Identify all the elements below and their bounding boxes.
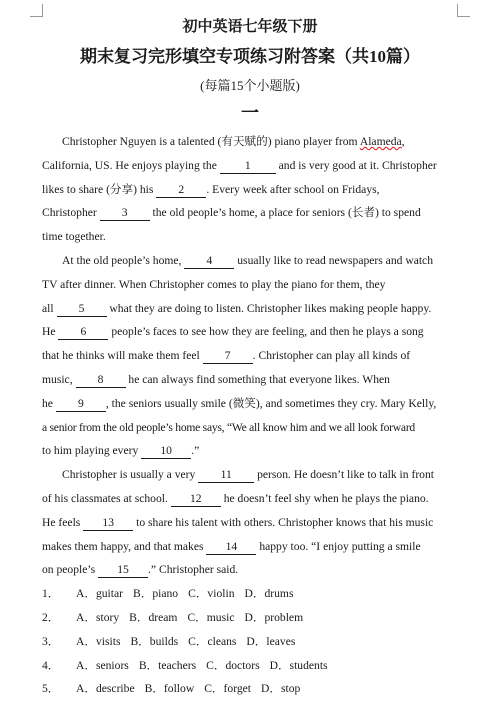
- question-item: 4． A．seniors B．teachers C．doctors D．students: [42, 654, 458, 678]
- grade-subtitle: 初中英语七年级下册: [182, 19, 318, 35]
- option-a: A．seniors: [76, 658, 129, 672]
- passage-line: Christopher Nguyen is a talented (有天赋的) piano player from Alameda,: [62, 135, 405, 148]
- passage-line: TV after dinner. When Christopher comes to play the piano for them, they: [42, 277, 386, 291]
- question-item: 3． A．visits B．builds C．cleans D．leaves: [42, 630, 458, 654]
- option-c: C．forget: [204, 682, 252, 696]
- section-number: 一: [241, 103, 259, 123]
- place-name: Alameda: [359, 135, 402, 148]
- passage-line: that he thinks will make them feel 7 . Christopher can play all kinds of: [42, 349, 411, 363]
- title-note: (每篇15个小题版): [200, 78, 300, 93]
- option-d: D．stop: [261, 682, 301, 696]
- blank-7: 7: [203, 349, 253, 364]
- passage-line: likes to share (分享) his 2 . Every week after school on Fridays,: [42, 182, 380, 196]
- option-a: A．guitar: [76, 587, 124, 601]
- blank-5: 5: [57, 302, 107, 317]
- option-c: C．music: [187, 610, 235, 624]
- passage-line: California, US. He enjoys playing the 1 and is very good at it. Christopher: [42, 158, 437, 172]
- passage-line: a senior from the old people’s home says, “We all know him and we all look forward: [42, 420, 415, 434]
- question-list: [42, 582, 458, 701]
- main-title: 期末复习完形填空专项练习附答案（共10篇）: [80, 47, 420, 66]
- question-item: 2． A．story B．dream C．music D．problem: [42, 606, 458, 630]
- option-d: D．drums: [244, 587, 294, 601]
- document-page: [42, 16, 458, 701]
- option-a: A．story: [76, 610, 120, 624]
- option-b: B．piano: [133, 587, 179, 601]
- passage-line: of his classmates at school. 12 he doesn’t feel shy when he plays the piano.: [42, 491, 429, 505]
- option-b: B．builds: [130, 634, 179, 648]
- passage-line: makes them happy, and that makes 14 happy too. “I enjoy putting a smile: [42, 539, 421, 553]
- passage-line: He 6 people’s faces to see how they are feeling, and then he plays a song: [42, 325, 424, 339]
- passage: [42, 130, 458, 582]
- passage-line: to him playing every 10 .”: [42, 444, 200, 458]
- passage-line: At the old people’s home, 4 usually like to read newspapers and watch: [62, 253, 433, 267]
- option-a: A．describe: [76, 682, 135, 696]
- blank-2: 2: [156, 183, 206, 198]
- blank-1: 1: [220, 159, 276, 174]
- option-d: D．leaves: [246, 634, 296, 648]
- passage-line: He feels 13 to share his talent with others. Christopher knows that his music: [42, 515, 434, 529]
- blank-12: 12: [171, 492, 221, 507]
- blank-15: 15: [98, 563, 148, 578]
- blank-8: 8: [76, 373, 126, 388]
- option-a: A．visits: [76, 634, 121, 648]
- option-b: B．teachers: [138, 658, 197, 672]
- option-c: C．doctors: [206, 658, 260, 672]
- option-c: C．violin: [188, 587, 235, 601]
- passage-line: all 5 what they are doing to listen. Christopher likes making people happy.: [42, 301, 432, 315]
- blank-9: 9: [56, 397, 106, 412]
- blank-13: 13: [83, 516, 133, 531]
- passage-line: music, 8 he can always find something that everyone likes. When: [42, 372, 390, 386]
- passage-line: time together.: [42, 230, 106, 244]
- passage-line: Christopher is usually a very 11 person. He doesn’t like to talk in front: [62, 468, 434, 482]
- passage-line: on people’s 15 .” Christopher said.: [42, 563, 239, 577]
- option-b: B．dream: [129, 610, 178, 624]
- blank-14: 14: [206, 540, 256, 555]
- option-d: D．students: [269, 658, 328, 672]
- page-corner-mark-right: [457, 4, 470, 17]
- question-item: 5． A．describe B．follow C．forget D．stop: [42, 677, 458, 701]
- blank-4: 4: [184, 254, 234, 269]
- option-d: D．problem: [244, 610, 304, 624]
- blank-3: 3: [100, 206, 150, 221]
- blank-10: 10: [141, 444, 191, 459]
- blank-11: 11: [198, 468, 254, 483]
- option-c: C．cleans: [188, 634, 237, 648]
- option-b: B．follow: [144, 682, 195, 696]
- passage-line: he 9 , the seniors usually smile (微笑), and sometimes they cry. Mary Kelly,: [42, 396, 437, 410]
- question-item: 1． A．guitar B．piano C．violin D．drums: [42, 582, 458, 606]
- passage-line: Christopher 3 the old people’s home, a place for seniors (长者) to spend: [42, 206, 421, 220]
- blank-6: 6: [58, 325, 108, 340]
